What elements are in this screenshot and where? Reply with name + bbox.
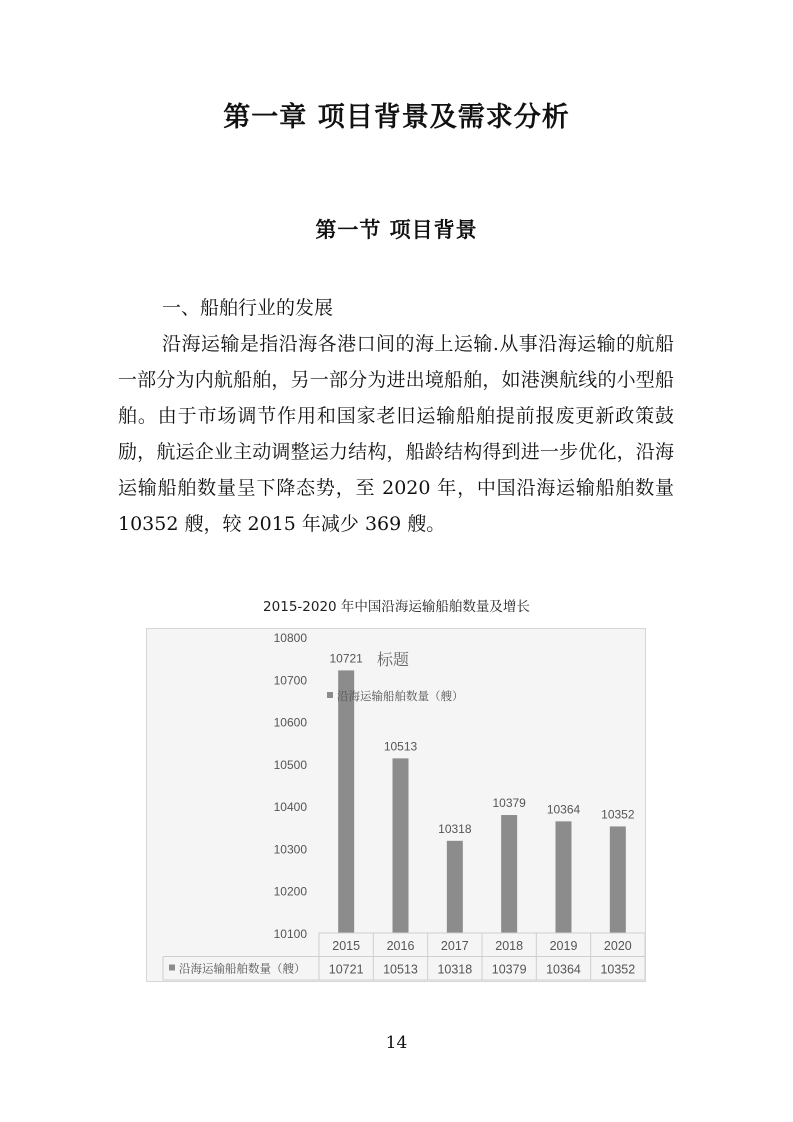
- bar-value-label: 10513: [383, 739, 418, 754]
- bar-2017: [447, 841, 463, 933]
- page-number: 14: [385, 1033, 408, 1053]
- x-tick-label: 2017: [440, 939, 469, 953]
- body-paragraph: 沿海运输是指沿海各港口间的海上运输.从事沿海运输的航船一部分为内航船舶，另一部分为进出境船舶，如港澳航线的小型船舶。由于市场调节作用和国家老旧运输船舶提前报废更新政策鼓励，航运企业主动调整运力结构，船龄结构得到进一步优化，沿海运输船舶数量呈下降态势，至 2020 年，中国沿海运输船舶数量 10352 艘，较 2015 年减少 369 艘。: [118, 333, 674, 535]
- table-value: 10364: [546, 962, 581, 977]
- table-series-label: 沿海运输船舶数量（艘）: [179, 961, 306, 976]
- table-legend-swatch: [169, 965, 175, 971]
- bar-2020: [610, 826, 626, 933]
- bar-value-label: 10379: [492, 796, 526, 811]
- chart-caption: 2015-2020 年中国沿海运输船舶数量及增长: [263, 599, 530, 615]
- y-tick-label: 10200: [273, 884, 307, 899]
- y-tick-label: 10300: [273, 842, 307, 857]
- y-tick-label: 10100: [273, 927, 307, 941]
- bar-2016: [393, 758, 409, 933]
- bar-chart: [146, 628, 646, 982]
- x-tick-label: 2016: [386, 939, 415, 953]
- table-value: 10721: [328, 962, 364, 977]
- chapter-title: 第一章 项目背景及需求分析: [223, 102, 570, 133]
- bar-value-label: 10721: [329, 651, 363, 666]
- legend-label: 沿海运输船舶数量（艘）: [337, 689, 464, 703]
- y-tick-label: 10700: [273, 673, 307, 688]
- x-tick-label: 2015: [332, 939, 361, 953]
- bar-value-label: 10352: [601, 807, 635, 822]
- y-tick-label: 10600: [273, 715, 307, 730]
- table-value: 10352: [600, 962, 636, 977]
- table-value: 10379: [491, 962, 527, 977]
- x-tick-label: 2020: [603, 939, 632, 953]
- bar-2019: [556, 821, 572, 933]
- subheading: 一、船舶行业的发展: [162, 297, 334, 319]
- legend-swatch: [327, 692, 333, 698]
- chart-svg: [147, 629, 645, 981]
- table-value: 10513: [383, 962, 418, 977]
- y-tick-label: 10500: [273, 757, 307, 772]
- y-tick-label: 10400: [273, 800, 307, 815]
- table-value: 10318: [437, 962, 473, 977]
- x-tick-label: 2018: [495, 939, 524, 953]
- x-tick-label: 2019: [549, 939, 578, 953]
- chart-title: 标题: [377, 650, 410, 669]
- section-title: 第一节 项目背景: [315, 218, 478, 242]
- bar-value-label: 10364: [546, 802, 581, 817]
- bar-2015: [338, 670, 354, 933]
- bar-value-label: 10318: [438, 821, 472, 836]
- bar-2018: [501, 815, 517, 933]
- y-tick-label: 10800: [273, 631, 307, 645]
